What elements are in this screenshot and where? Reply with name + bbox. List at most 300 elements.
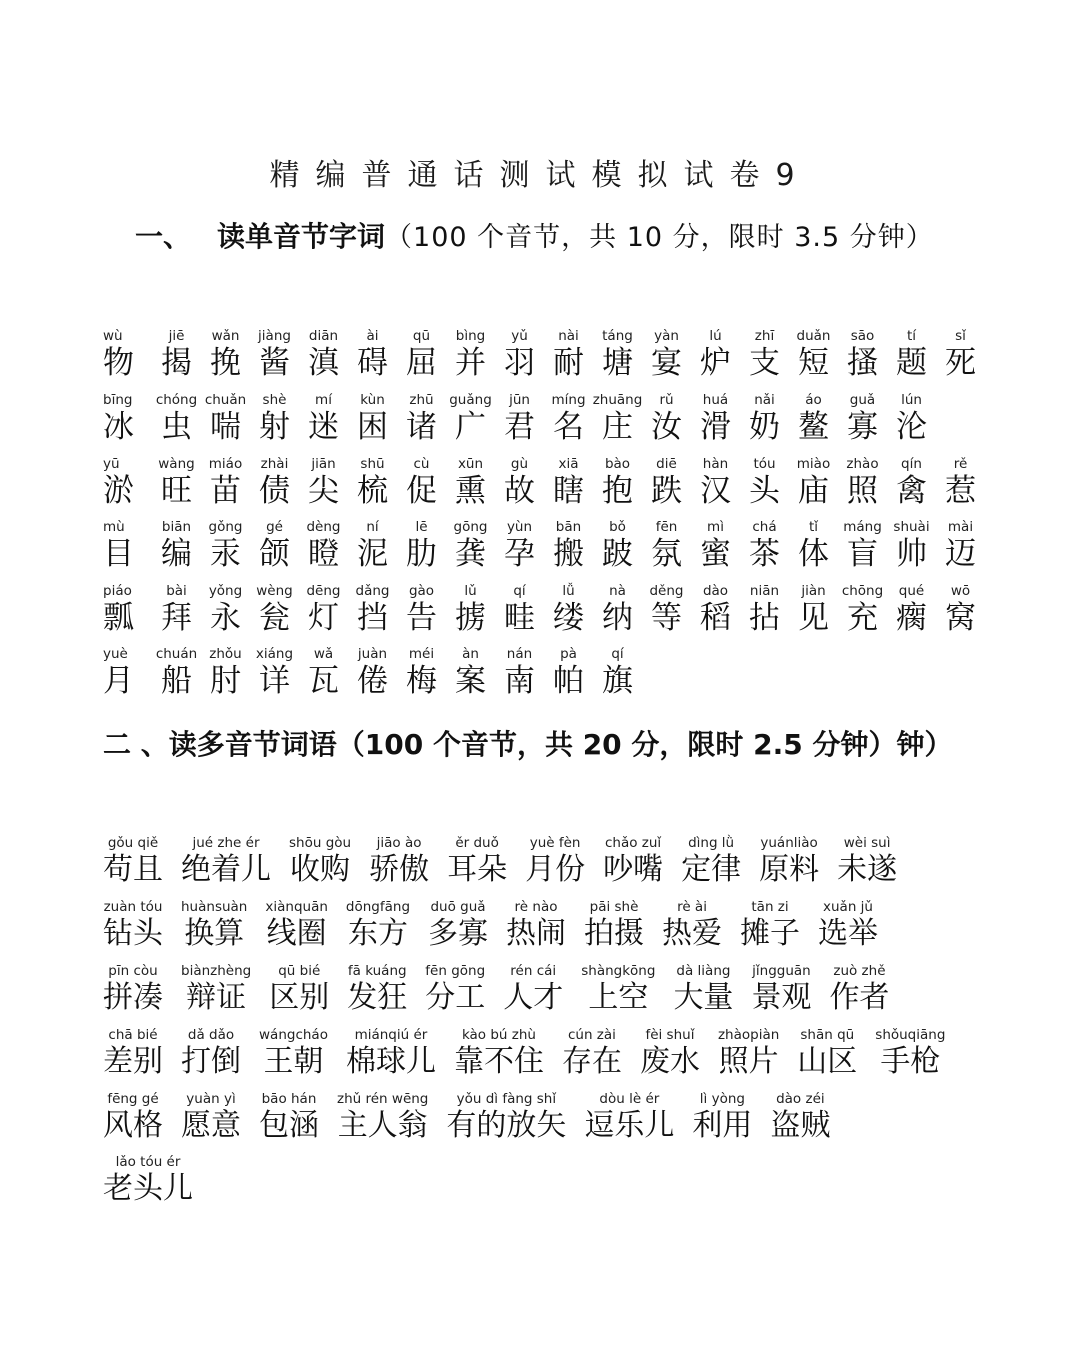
pinyin-text: bài: [166, 583, 187, 599]
hanzi-text: 船: [161, 663, 192, 699]
hanzi-text: 泥: [357, 536, 388, 572]
hanzi-text: 吵嘴: [603, 852, 664, 887]
hanzi-text: 永: [210, 600, 241, 636]
hanzi-text: 颌: [259, 536, 290, 572]
pinyin-text: dǎng: [355, 583, 390, 599]
pinyin-text: yuè fèn: [529, 835, 581, 851]
pinyin-text: fèi shuǐ: [645, 1027, 695, 1043]
pinyin-text: zuàn tóu: [103, 899, 163, 915]
pinyin-text: jiē: [168, 328, 185, 344]
section1-item: [250, 582, 299, 636]
section1-item: [446, 645, 495, 699]
section1-item: [152, 455, 201, 509]
hanzi-text: 沦: [896, 409, 927, 445]
pinyin-text: guǎng: [449, 392, 492, 408]
hanzi-text: 编: [161, 536, 192, 572]
section2-item: [581, 962, 655, 1016]
hanzi-text: 死: [945, 345, 976, 381]
section1-item: [495, 518, 544, 572]
pinyin-text: niān: [749, 583, 780, 599]
hanzi-text: 题: [896, 345, 927, 381]
hanzi-text: 东方: [347, 916, 408, 951]
pinyin-text: gù: [510, 456, 529, 472]
hanzi-text: 原料: [759, 852, 820, 887]
section2-item: [259, 1026, 328, 1080]
section1-item: [201, 327, 250, 381]
pinyin-text: mù: [103, 519, 125, 535]
section2-item: [797, 1026, 857, 1080]
hanzi-text: 热闹: [506, 916, 567, 951]
section1-item: [299, 455, 348, 509]
section1-item: [348, 582, 397, 636]
section1-item: [103, 518, 144, 572]
pinyin-text: táng: [602, 328, 633, 344]
pinyin-text: bān: [555, 519, 582, 535]
pinyin-text: duō guǎ: [430, 899, 486, 915]
pinyin-text: děng: [649, 583, 684, 599]
pinyin-text: pà: [560, 646, 577, 662]
section1-item: [838, 582, 887, 636]
pinyin-text: lǔ: [464, 583, 477, 599]
pinyin-text: shè: [262, 392, 287, 408]
section1-item: [544, 455, 593, 509]
pinyin-text: jiāo ào: [376, 835, 422, 851]
hanzi-text: 发狂: [347, 980, 408, 1015]
pinyin-text: qū: [412, 328, 431, 344]
section1-item: [495, 582, 544, 636]
section1-item: [838, 391, 887, 445]
section1-item: [348, 518, 397, 572]
pinyin-text: lún: [901, 392, 922, 408]
pinyin-text: yǒng: [208, 583, 243, 599]
hanzi-text: 打倒: [181, 1044, 241, 1079]
pinyin-text: áo: [805, 392, 822, 408]
section1-item: [936, 518, 985, 572]
section1-item: [642, 455, 691, 509]
pinyin-text: zhuāng: [592, 392, 643, 408]
hanzi-text: 头: [749, 473, 780, 509]
hanzi-text: 迷: [308, 409, 339, 445]
pinyin-text: wù: [103, 328, 123, 344]
hanzi-text: 老头儿: [103, 1171, 193, 1206]
hanzi-text: 收购: [290, 852, 351, 887]
section2-item: [181, 962, 251, 1016]
pinyin-text: fā kuáng: [347, 963, 407, 979]
section1-item: [152, 391, 201, 445]
section2-item: [503, 962, 563, 1016]
hanzi-text: 月: [103, 663, 134, 699]
pinyin-text: dèng: [306, 519, 341, 535]
pinyin-text: huá: [702, 392, 729, 408]
hanzi-text: 君: [504, 409, 535, 445]
hanzi-text: 拜: [161, 600, 192, 636]
section1-item: [446, 327, 495, 381]
hanzi-text: 困: [357, 409, 388, 445]
hanzi-text: 见: [798, 600, 829, 636]
pinyin-text: wèi suì: [843, 835, 891, 851]
section1-item: [691, 518, 740, 572]
section1-item: [789, 582, 838, 636]
pinyin-text: bīng: [103, 392, 133, 408]
hanzi-text: 南: [504, 663, 535, 699]
section1-item: [103, 582, 144, 636]
section2-item: [718, 1026, 779, 1080]
section2-item: [181, 898, 247, 952]
pinyin-text: biànzhèng: [181, 963, 252, 979]
hanzi-text: 多寡: [428, 916, 489, 951]
pinyin-text: shàngkōng: [581, 963, 656, 979]
hanzi-text: 瓮: [259, 600, 290, 636]
section1-item: [544, 518, 593, 572]
pinyin-text: dà liàng: [676, 963, 731, 979]
section1-item: [691, 327, 740, 381]
hanzi-text: 钻头: [103, 916, 163, 951]
pinyin-text: yuè: [103, 646, 128, 662]
section-1-number: 一、: [135, 220, 192, 253]
pinyin-text: tí: [906, 328, 917, 344]
section1-item: [446, 391, 495, 445]
pinyin-text: qū bié: [278, 963, 321, 979]
section1-item: [201, 518, 250, 572]
hanzi-text: 蜜: [700, 536, 731, 572]
pinyin-text: míng: [551, 392, 586, 408]
hanzi-text: 掳: [455, 600, 486, 636]
hanzi-text: 差别: [103, 1044, 163, 1079]
section1-item: [887, 391, 936, 445]
hanzi-text: 奶: [749, 409, 780, 445]
pinyin-text: chóng: [155, 392, 198, 408]
pinyin-text: sāo: [850, 328, 875, 344]
section2-item: [506, 898, 566, 952]
section2-row: [103, 1090, 848, 1144]
pinyin-text: méi: [408, 646, 435, 662]
hanzi-text: 庄: [602, 409, 633, 445]
hanzi-text: 畦: [504, 600, 535, 636]
hanzi-text: 炉: [700, 345, 731, 381]
section1-item: [936, 582, 985, 636]
pinyin-text: lē: [415, 519, 428, 535]
section1-item: [201, 582, 250, 636]
section2-item: [103, 1026, 163, 1080]
section2-item: [181, 1090, 241, 1144]
hanzi-text: 龚: [455, 536, 486, 572]
section-1-label: 读单音节字词: [217, 220, 386, 253]
pinyin-text: fēn gōng: [425, 963, 486, 979]
section2-item: [662, 898, 722, 952]
pinyin-text: tǐ: [808, 519, 819, 535]
pinyin-text: zhào: [846, 456, 879, 472]
section2-row: [103, 1153, 211, 1207]
section2-item: [751, 962, 811, 1016]
hanzi-text: 跛: [602, 536, 633, 572]
pinyin-text: zhǔ rén wēng: [337, 1091, 429, 1107]
pinyin-text: wǎ: [313, 646, 334, 662]
section1-item: [691, 582, 740, 636]
pinyin-text: dǎ dǎo: [187, 1027, 235, 1043]
pinyin-text: mí: [315, 392, 332, 408]
pinyin-text: jiàng: [258, 328, 291, 344]
hanzi-text: 梳: [357, 473, 388, 509]
pinyin-text: yuánliào: [760, 835, 818, 851]
section1-item: [593, 645, 642, 699]
pinyin-text: zhī: [754, 328, 775, 344]
hanzi-text: 人才: [503, 980, 564, 1015]
pinyin-text: fēn: [655, 519, 678, 535]
section2-item: [454, 1026, 544, 1080]
hanzi-text: 盗贼: [770, 1108, 831, 1143]
pinyin-text: zhàopiàn: [717, 1027, 780, 1043]
hanzi-text: 挡: [357, 600, 388, 636]
pinyin-text: fēng gé: [107, 1091, 159, 1107]
pinyin-text: rě: [953, 456, 968, 472]
hanzi-text: 茶: [749, 536, 780, 572]
hanzi-text: 耳朵: [447, 852, 508, 887]
hanzi-text: 耐: [553, 345, 584, 381]
hanzi-text: 并: [455, 345, 486, 381]
hanzi-text: 山区: [797, 1044, 858, 1079]
hanzi-text: 王朝: [263, 1044, 324, 1079]
section2-item: [837, 834, 897, 888]
section1-item: [936, 327, 985, 381]
section2-item: [603, 834, 663, 888]
hanzi-text: 帕: [553, 663, 584, 699]
pinyin-text: rè nào: [514, 899, 558, 915]
hanzi-text: 换算: [184, 916, 245, 951]
section1-item: [446, 582, 495, 636]
pinyin-text: zhǒu: [209, 646, 242, 662]
section2-item: [673, 962, 733, 1016]
section1-item: [250, 455, 299, 509]
pinyin-text: shǒuqiāng: [875, 1027, 946, 1043]
hanzi-text: 支: [749, 345, 780, 381]
section2-item: [640, 1026, 700, 1080]
section1-item: [495, 455, 544, 509]
pinyin-text: chá: [752, 519, 777, 535]
pinyin-text: tóu: [753, 456, 776, 472]
pinyin-text: pīn còu: [108, 963, 158, 979]
section1-item: [152, 518, 201, 572]
pinyin-text: bāo hán: [261, 1091, 317, 1107]
pinyin-text: chuán: [155, 646, 198, 662]
pinyin-text: miào: [796, 456, 831, 472]
hanzi-text: 瓢: [103, 600, 134, 636]
section2-item: [269, 962, 329, 1016]
section2-item: [103, 898, 163, 952]
hanzi-text: 熏: [455, 473, 486, 509]
pinyin-text: pāi shè: [589, 899, 639, 915]
pinyin-text: bào: [604, 456, 631, 472]
pinyin-text: biān: [161, 519, 192, 535]
section1-item: [740, 582, 789, 636]
hanzi-text: 抱: [602, 473, 633, 509]
section1-item: [250, 518, 299, 572]
pinyin-text: yùn: [506, 519, 533, 535]
hanzi-text: 氛: [651, 536, 682, 572]
pinyin-text: jué zhe ér: [192, 835, 260, 851]
pinyin-text: nài: [558, 328, 579, 344]
hanzi-text: 纳: [602, 600, 633, 636]
section1-item: [397, 518, 446, 572]
pinyin-text: wō: [950, 583, 971, 599]
hanzi-text: 照: [847, 473, 878, 509]
section1-row: [103, 582, 985, 636]
pinyin-text: guǎ: [849, 392, 876, 408]
hanzi-text: 窝: [945, 600, 976, 636]
pinyin-text: kùn: [360, 392, 385, 408]
pinyin-text: dēng: [306, 583, 341, 599]
pinyin-text: chōng: [841, 583, 884, 599]
hanzi-text: 庙: [798, 473, 829, 509]
section1-item: [495, 327, 544, 381]
section1-item: [250, 391, 299, 445]
hanzi-text: 体: [798, 536, 829, 572]
section1-item: [740, 327, 789, 381]
section1-item: [642, 391, 691, 445]
pinyin-text: diān: [308, 328, 339, 344]
pinyin-text: wàng: [158, 456, 195, 472]
section1-item: [887, 455, 936, 509]
hanzi-text: 棉球儿: [345, 1044, 436, 1079]
section2-item: [681, 834, 741, 888]
pinyin-text: dào zéi: [776, 1091, 825, 1107]
pinyin-text: àn: [462, 646, 479, 662]
section1-item: [789, 327, 838, 381]
pinyin-text: chuǎn: [204, 392, 247, 408]
hanzi-text: 碍: [357, 345, 388, 381]
pinyin-text: zhài: [260, 456, 289, 472]
section1-item: [397, 645, 446, 699]
pinyin-text: cù: [413, 456, 430, 472]
section1-item: [936, 455, 985, 509]
hanzi-text: 广: [455, 409, 486, 445]
section1-item: [348, 391, 397, 445]
hanzi-text: 尖: [308, 473, 339, 509]
pinyin-text: xiā: [558, 456, 579, 472]
section2-item: [369, 834, 429, 888]
hanzi-text: 肋: [406, 536, 437, 572]
pinyin-text: qí: [611, 646, 624, 662]
section1-item: [789, 391, 838, 445]
section2-item: [103, 1090, 163, 1144]
hanzi-text: 靠不住: [453, 1044, 544, 1079]
hanzi-text: 主人翁: [337, 1108, 428, 1143]
pinyin-text: duǎn: [796, 328, 831, 344]
hanzi-text: 骄傲: [369, 852, 430, 887]
section1-item: [495, 391, 544, 445]
section2-item: [525, 834, 585, 888]
pinyin-text: mì: [707, 519, 724, 535]
section2-item: [103, 834, 163, 888]
hanzi-text: 射: [259, 409, 290, 445]
hanzi-text: 定律: [681, 852, 742, 887]
section2-item: [103, 962, 163, 1016]
hanzi-text: 滇: [308, 345, 339, 381]
section2-item: [289, 834, 351, 888]
hanzi-text: 滑: [700, 409, 731, 445]
section1-item: [789, 518, 838, 572]
section1-item: [691, 455, 740, 509]
hanzi-text: 虫: [161, 409, 192, 445]
pinyin-text: qué: [898, 583, 925, 599]
section1-item: [446, 518, 495, 572]
pinyin-text: jǐngguān: [752, 963, 811, 979]
pinyin-text: dòu lè ér: [599, 1091, 660, 1107]
pinyin-text: máng: [843, 519, 882, 535]
pinyin-text: dōngfāng: [345, 899, 411, 915]
section1-item: [789, 455, 838, 509]
page-title: 精编普通话测试模拟试卷9: [269, 158, 811, 193]
hanzi-text: 挽: [210, 345, 241, 381]
section2-item: [446, 1090, 566, 1144]
hanzi-text: 风格: [103, 1108, 163, 1143]
hanzi-text: 盲: [847, 536, 878, 572]
pinyin-text: nà: [609, 583, 626, 599]
section1-item: [250, 645, 299, 699]
hanzi-text: 区别: [269, 980, 330, 1015]
pinyin-text: bìng: [455, 328, 486, 344]
hanzi-text: 瞪: [308, 536, 339, 572]
hanzi-text: 拍摄: [584, 916, 645, 951]
section1-item: [152, 327, 201, 381]
section1-item: [103, 327, 144, 381]
hanzi-text: 瞎: [553, 473, 584, 509]
hanzi-text: 利用: [692, 1108, 753, 1143]
section1-item: [593, 391, 642, 445]
pinyin-text: diē: [656, 456, 677, 472]
hanzi-text: 详: [259, 663, 290, 699]
section2-item: [428, 898, 488, 952]
section2-item: [692, 1090, 752, 1144]
section1-item: [838, 455, 887, 509]
section1-item: [495, 645, 544, 699]
hanzi-text: 辩证: [186, 980, 247, 1015]
pinyin-text: lǎo tóu ér: [115, 1154, 181, 1170]
pinyin-text: shōu gòu: [289, 835, 352, 851]
hanzi-text: 名: [553, 409, 584, 445]
section1-item: [397, 327, 446, 381]
hanzi-text: 苟且: [103, 852, 163, 887]
pinyin-text: dào: [702, 583, 729, 599]
pinyin-text: miáo: [208, 456, 243, 472]
pinyin-text: zuò zhě: [833, 963, 886, 979]
hanzi-text: 热爱: [662, 916, 723, 951]
hanzi-text: 搬: [553, 536, 584, 572]
pinyin-text: yàn: [654, 328, 679, 344]
hanzi-text: 物: [103, 345, 134, 381]
pinyin-text: lú: [709, 328, 722, 344]
section2-item: [818, 898, 878, 952]
section1-item: [201, 391, 250, 445]
pinyin-text: shān qū: [800, 1027, 855, 1043]
section2-item: [347, 962, 407, 1016]
hanzi-text: 告: [406, 600, 437, 636]
pinyin-text: yū: [103, 456, 120, 472]
pinyin-text: ěr duǒ: [455, 835, 499, 851]
section1-item: [348, 455, 397, 509]
section1-item: [103, 391, 144, 445]
pinyin-text: chǎo zuǐ: [604, 835, 662, 851]
section2-item: [875, 1026, 945, 1080]
hanzi-text: 喘: [210, 409, 241, 445]
hanzi-text: 未遂: [837, 852, 898, 887]
hanzi-text: 汝: [651, 409, 682, 445]
section-2-heading: 二 、读多音节词语（100 个音节，共 20 分，限时 2.5 分钟）钟）: [103, 728, 953, 761]
section1-item: [838, 327, 887, 381]
pinyin-text: nán: [506, 646, 533, 662]
section1-item: [642, 327, 691, 381]
section1-item: [544, 327, 593, 381]
hanzi-text: 孕: [504, 536, 535, 572]
